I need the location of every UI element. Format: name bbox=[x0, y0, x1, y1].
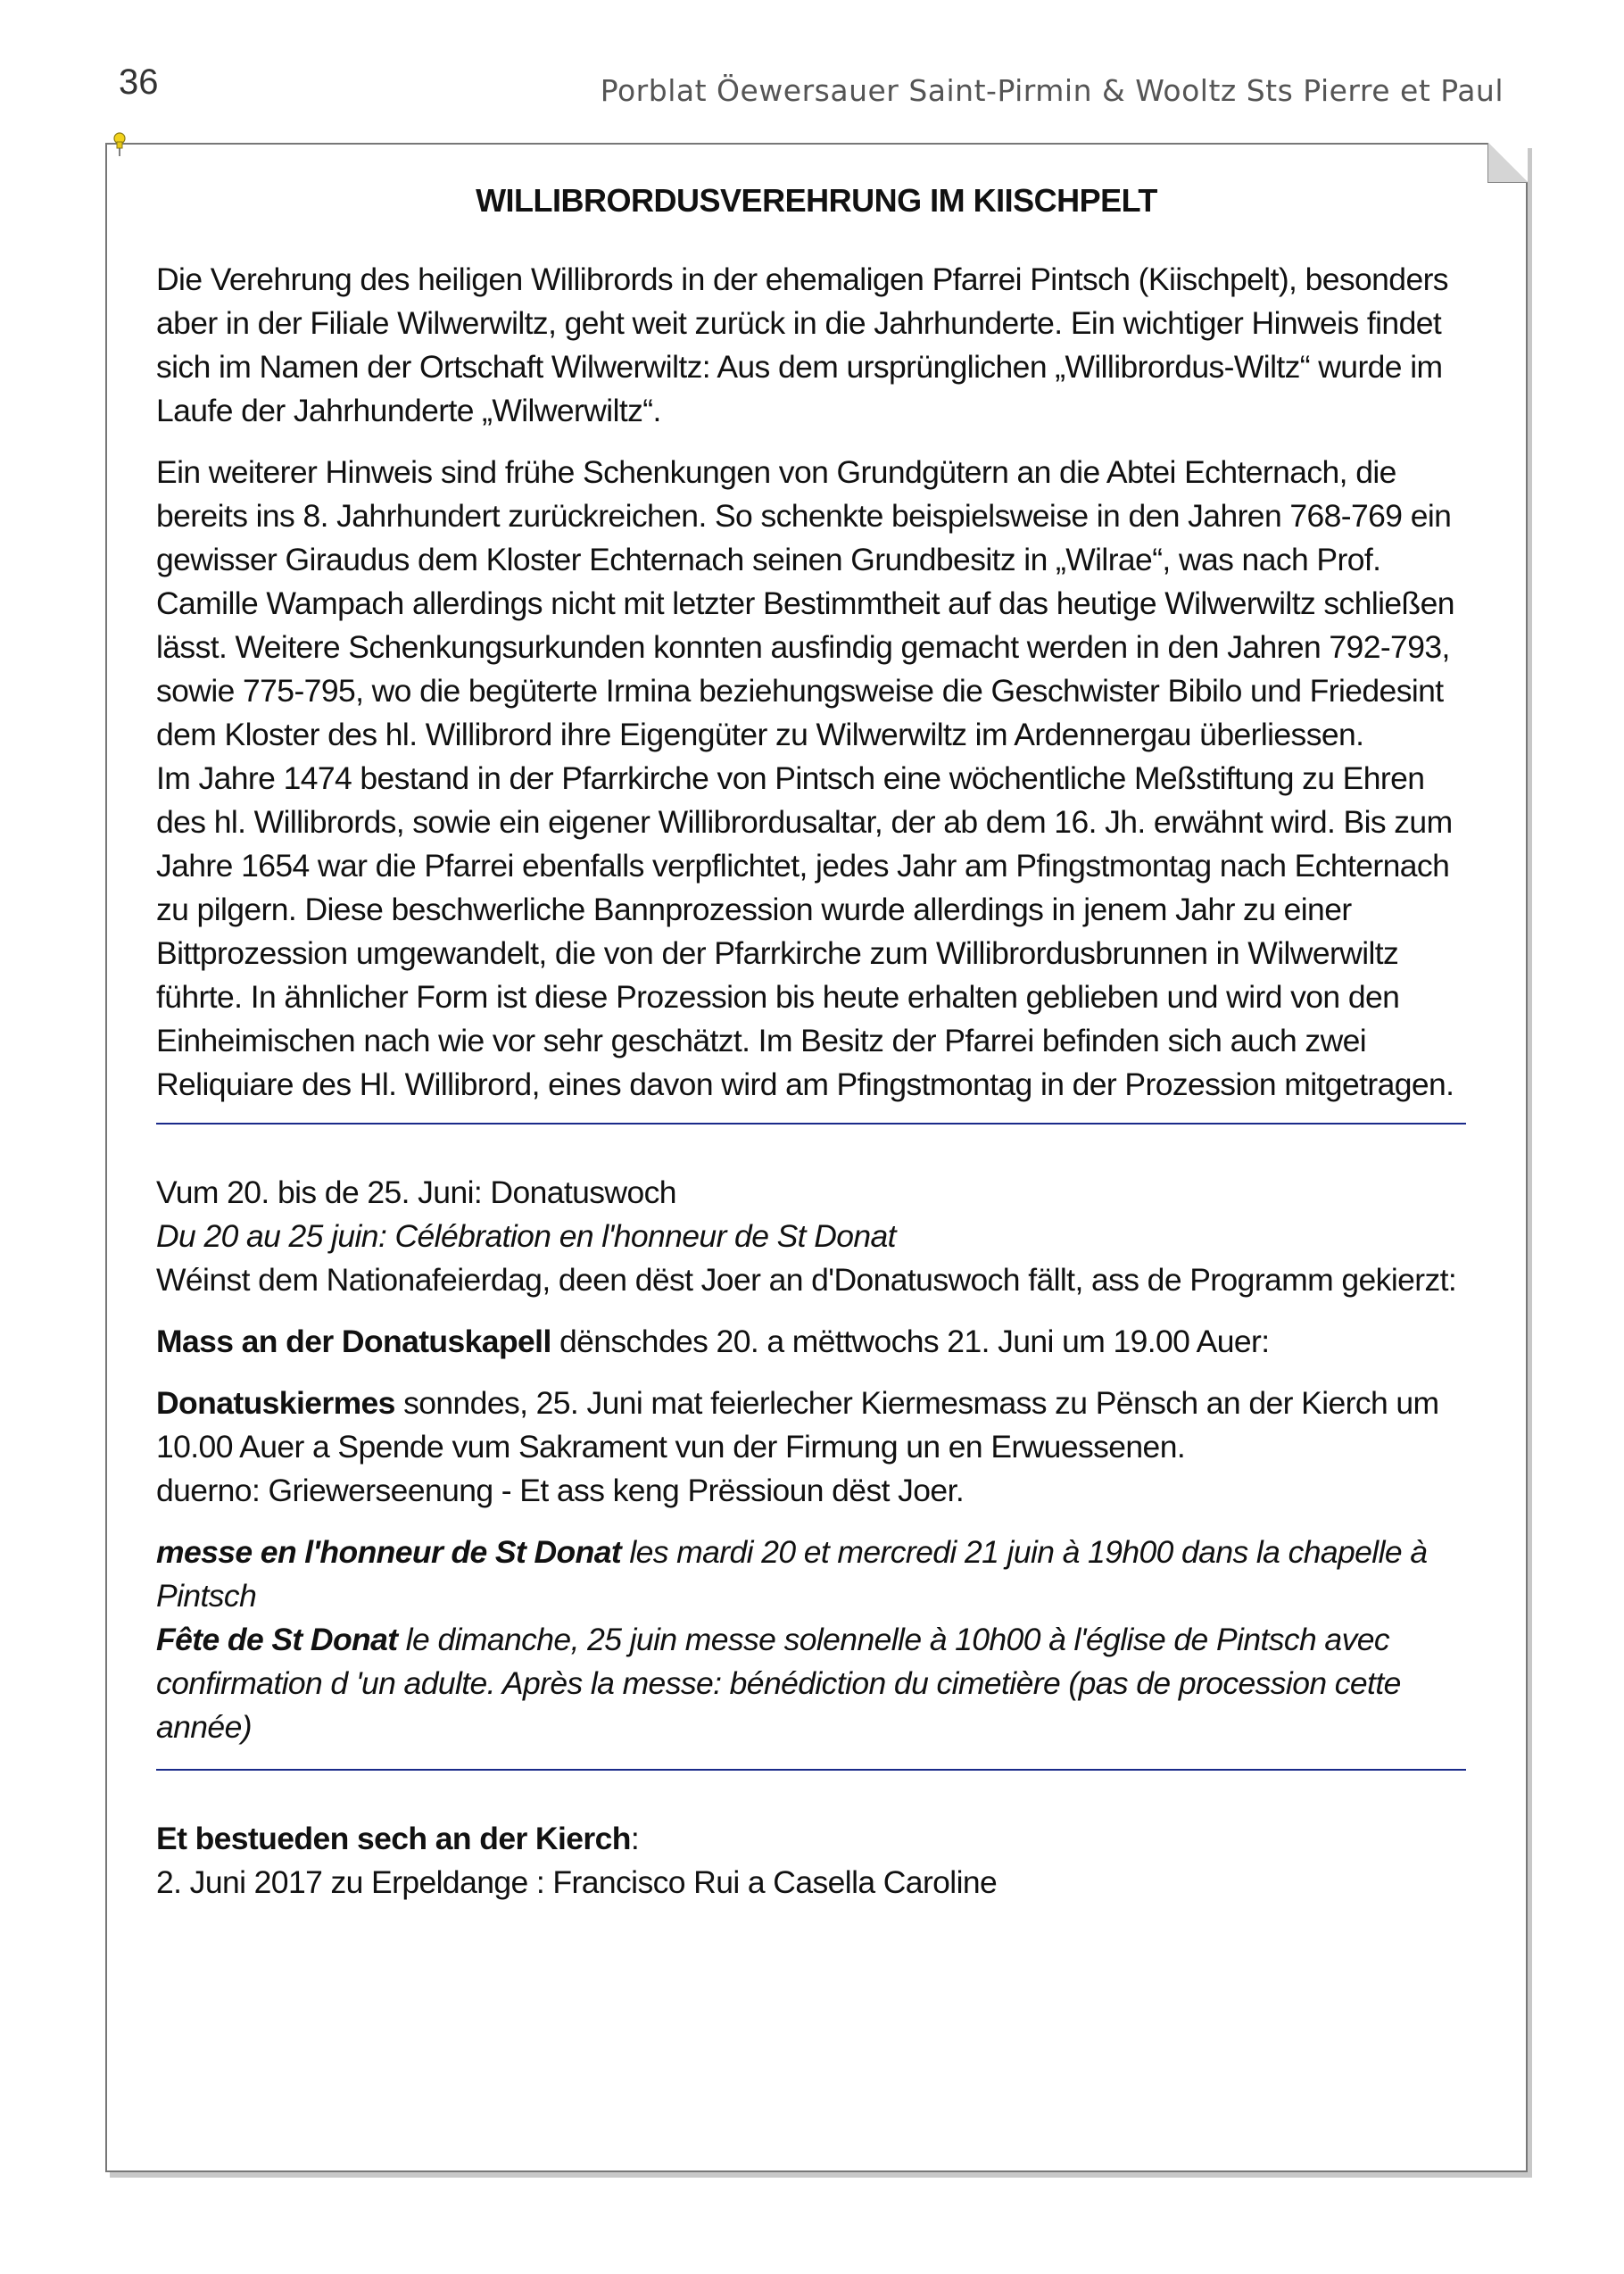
article-title: WILLIBRORDUSVEREHRUNG IM KIISCHPELT bbox=[476, 182, 1157, 219]
donatus-intro: Wéinst dem Nationafeierdag, deen dëst Joer an d'Donatuswoch fällt, ass de Programm gekierzt: bbox=[156, 1262, 1457, 1298]
page-number: 36 bbox=[119, 62, 159, 102]
wedding-entry: 2. Juni 2017 zu Erpeldange : Francisco Rui a Casella Caroline bbox=[156, 1864, 998, 1900]
donatus-heading: Vum 20. bis de 25. Juni: Donatuswoch bbox=[156, 1174, 676, 1210]
fr-mass bbox=[156, 1531, 1477, 1618]
fr-fete-label: Fête de St Donat bbox=[156, 1622, 398, 1657]
weddings-heading-colon: : bbox=[630, 1821, 640, 1856]
fr-fete bbox=[156, 1618, 1477, 1749]
section-divider bbox=[156, 1123, 1466, 1125]
article-paragraph-2: Ein weiterer Hinweis sind frühe Schenkungen von Grundgütern an die Abtei Echternach, die bereits ins 8. Jahrhundert zurückreichen. So schenkte beispielsweise in den Jahren 768-769 ein gewisser Giraudus dem Kloster Echternach seinen Grundbesitz in „Wilrae“, was nach Prof. Camille Wampach allerdings nicht mit letzter Bestimmtheit auf das heutige Wilwerwiltz schließen lässt. Weitere Schenkungsurkunden konnten ausfindig gemacht werden in den Jahren 792-793, sowie 775-795, wo die begüterte Irmina beziehungsweise die Geschwister Bibilo und Friedesint dem Kloster des hl. Willibrord ihre Eigengüter zu Wilwerwiltz im Ardennergau überliessen. bbox=[156, 454, 1454, 752]
donatus-after: duerno: Griewerseenung - Et ass keng Prëssioun dëst Joer. bbox=[156, 1473, 965, 1508]
weddings-heading-text: Et bestueden sech an der Kierch bbox=[156, 1821, 631, 1856]
mass-text: dënschdes 20. a mëttwochs 21. Juni um 19.00 Auer: bbox=[551, 1324, 1270, 1359]
weddings-heading bbox=[156, 1817, 1477, 1861]
fr-mass-text: les mardi 20 et mercredi 21 juin à 19h00 dans la chapelle à Pintsch bbox=[156, 1534, 1428, 1614]
fr-fete-text: le dimanche, 25 juin messe solennelle à 10h00 à l'église de Pintsch avec confirmation d 'un adulte. Après la messe: bénédiction du cimetière (pas de procession cette année) bbox=[156, 1622, 1401, 1745]
article-paragraph-3: Im Jahre 1474 bestand in der Pfarrkirche von Pintsch eine wöchentliche Meßstiftung zu Ehren des hl. Willibrords, sowie ein eigener Willibrordusaltar, der ab dem 16. Jh. erwähnt wird. Bis zum Jahre 1654 war die Pfarrei ebenfalls verpflichtet, jedes Jahr am Pfingstmontag nach Echternach zu pilgern. Diese beschwerliche Bannprozession wurde allerdings in jenem Jahr zu einer Bittprozession umgewandelt, die von der Pfarrkirche zum Willibrordusbrunnen in Wilwerwiltz führte. In ähnlicher Form ist diese Prozession bis heute erhalten geblieben und wird von den Einheimischen nach wie vor sehr geschätzt. Im Besitz der Pfarrei befinden sich auch zwei Reliquiare des Hl. Willibrord, eines davon wird am Pfingstmontag in der Prozession mitgetragen. bbox=[156, 760, 1454, 1102]
page-curl bbox=[1487, 143, 1528, 183]
donatus-kiermes bbox=[156, 1382, 1477, 1469]
main-content bbox=[156, 178, 1477, 1905]
section-divider-2 bbox=[156, 1769, 1466, 1771]
pushpin-icon bbox=[111, 132, 128, 157]
mass-label: Mass an der Donatuskapell bbox=[156, 1324, 551, 1359]
article-paragraph-1: Die Verehrung des heiligen Willibrords in der ehemaligen Pfarrei Pintsch (Kiischpelt), besonders aber in der Filiale Wilwerwiltz, geht weit zurück in die Jahrhunderte. Ein wichtiger Hinweis findet sich im Namen der Ortschaft Wilwerwiltz: Aus dem ursprünglichen „Willibrordus-Wiltz“ wurde im Laufe der Jahrhunderte „Wilwerwiltz“. bbox=[156, 261, 1448, 428]
kiermes-text: sonndes, 25. Juni mat feierlecher Kiermesmass zu Pënsch an der Kierch um 10.00 Auer a Spende vum Sakrament vun der Firmung un en Erwuessenen. bbox=[156, 1385, 1439, 1465]
kiermes-label: Donatuskiermes bbox=[156, 1385, 395, 1421]
donatus-mass bbox=[156, 1320, 1477, 1364]
running-header: Porblat Öewersauer Saint-Pirmin & Wooltz Sts Pierre et Paul bbox=[600, 73, 1504, 108]
donatus-heading-fr: Du 20 au 25 juin: Célébration en l'honneur de St Donat bbox=[156, 1218, 896, 1254]
fr-mass-label: messe en l'honneur de St Donat bbox=[156, 1534, 622, 1570]
